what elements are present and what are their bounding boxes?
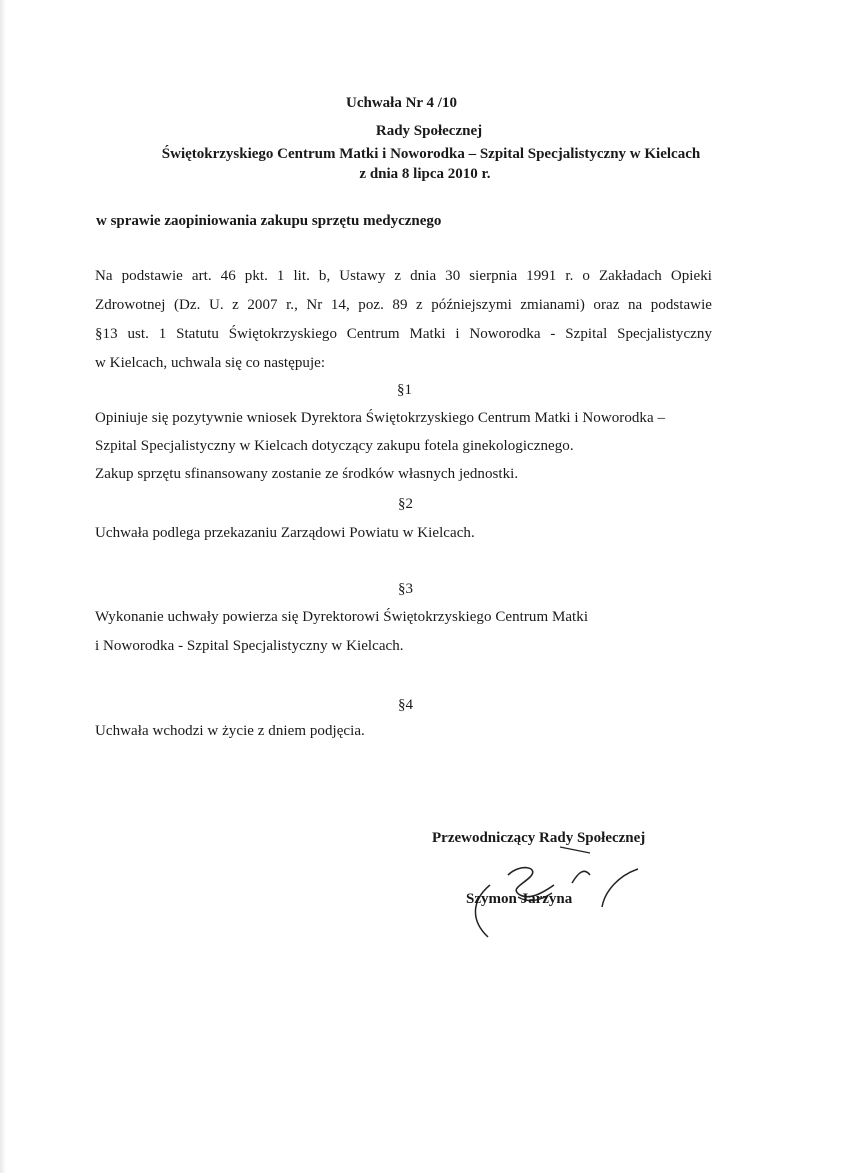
- signatory-name: Szymon Jarzyna: [466, 891, 573, 907]
- preamble-line-2: Zdrowotnej (Dz. U. z 2007 r., Nr 14, poz. 89 z późniejszymi zmianami) oraz na podstawie: [95, 297, 712, 313]
- signatory-title: Przewodniczący Rady Społecznej: [432, 830, 646, 846]
- section-3-heading: §3: [398, 581, 413, 597]
- preamble-line-3: §13 ust. 1 Statutu Świętokrzyskiego Centrum Matki i Noworodka - Szpital Specjalistyczny: [95, 326, 712, 342]
- issuer-line-1: Rady Społecznej: [375, 123, 483, 139]
- section-3-line-1: Wykonanie uchwały powierza się Dyrektorowi Świętokrzyskiego Centrum Matki: [95, 609, 589, 625]
- resolution-number: Uchwała Nr 4 /10: [346, 95, 457, 111]
- preamble-line-4: w Kielcach, uchwala się co następuje:: [95, 355, 326, 371]
- section-4-line-1: Uchwała wchodzi w życie z dniem podjęcia.: [95, 723, 365, 739]
- section-1-line-1: Opiniuje się pozytywnie wniosek Dyrektora Świętokrzyskiego Centrum Matki i Noworodka –: [95, 410, 666, 426]
- section-2-line-1: Uchwała podlega przekazaniu Zarządowi Powiatu w Kielcach.: [95, 525, 475, 541]
- section-1-heading: §1: [397, 382, 412, 398]
- resolution-date: z dnia 8 lipca 2010 r.: [359, 166, 491, 182]
- section-1-line-2: Szpital Specjalistyczny w Kielcach dotyczący zakupu fotela ginekologicznego.: [95, 438, 574, 454]
- section-3-line-2: i Noworodka - Szpital Specjalistyczny w Kielcach.: [95, 638, 404, 654]
- section-2-heading: §2: [398, 496, 413, 512]
- section-1-line-3: Zakup sprzętu sfinansowany zostanie ze środków własnych jednostki.: [95, 466, 519, 482]
- issuer-line-2: Świętokrzyskiego Centrum Matki i Noworodka – Szpital Specjalistyczny w Kielcach: [161, 146, 701, 162]
- section-4-heading: §4: [398, 697, 413, 713]
- preamble-line-1: Na podstawie art. 46 pkt. 1 lit. b, Ustawy z dnia 30 sierpnia 1991 r. o Zakładach Opieki: [95, 268, 712, 284]
- subject: w sprawie zaopiniowania zakupu sprzętu medycznego: [96, 213, 442, 229]
